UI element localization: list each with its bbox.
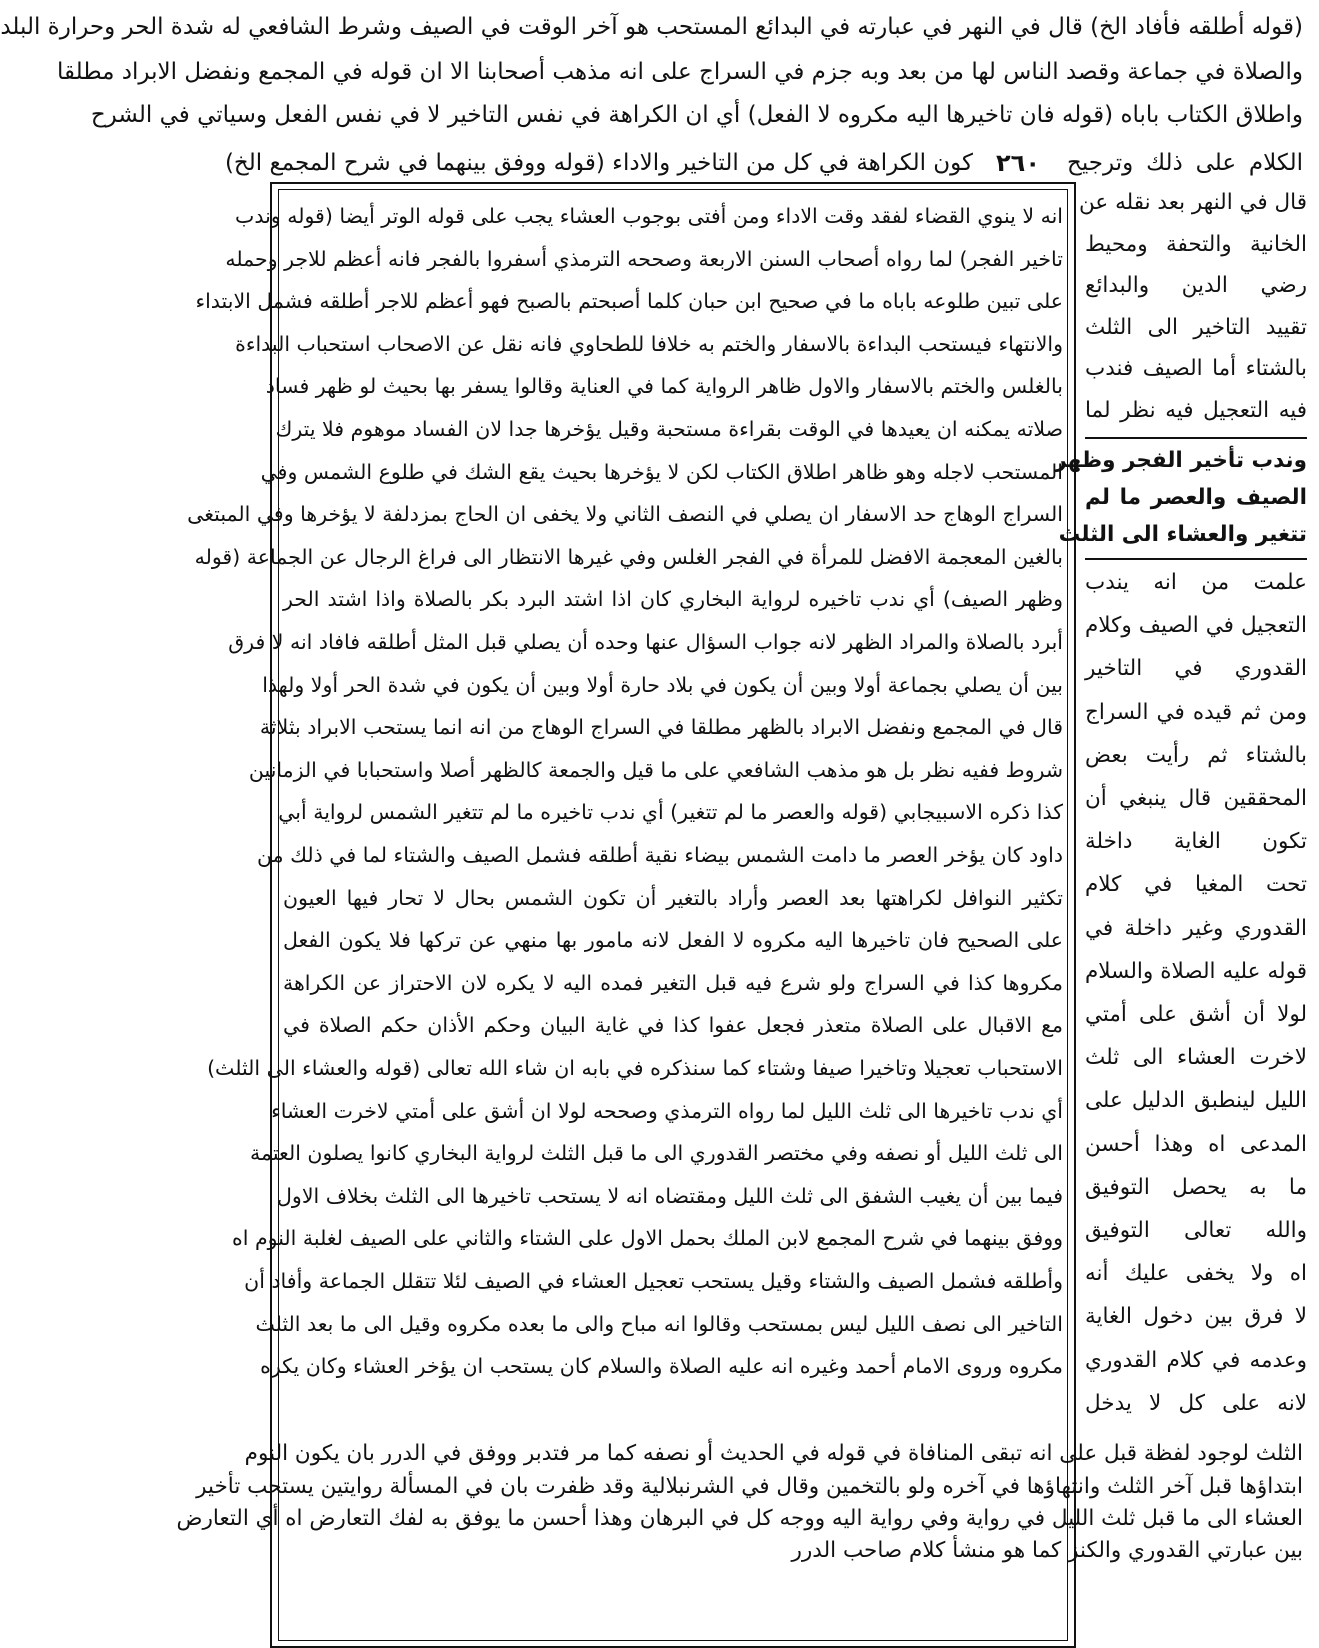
side-commentary-line: لانه على كل لا يدخل [1085, 1390, 1307, 1416]
side-commentary-line: والله تعالى التوفيق [1085, 1218, 1307, 1243]
top-commentary-line: (قوله أطلقه فأفاد الخ) قال في النهر في عبارته في البدائع المستحب هو آخر الوقت في الصيف وشرط الشافعي له شدة الحر وحرارة البلد [0, 14, 1303, 40]
side-commentary-line: تكون الغاية داخلة [1085, 829, 1307, 855]
top-commentary-line: واطلاق الكتاب باباه (قوله فان تاخيرها اليه مكروه لا الفعل) أي ان الكراهة في نفس التاخير لا في نفس الفعل وسياتي في الشرح [90, 102, 1303, 128]
main-text-line: المستحب لاجله وهو ظاهر اطلاق الكتاب لكن لا يؤخرها بحيث يقع الشك في طلوع الشمس وفي [260, 459, 1063, 484]
main-text-line: داود كان يؤخر العصر ما دامت الشمس بيضاء نقية أطلقه فشمل الصيف والشتاء لما في ذلك من [257, 843, 1063, 867]
side-commentary-line: لا فرق بين دخول الغاية [1085, 1304, 1307, 1330]
side-commentary-line: رضي الدين والبدائع [1085, 273, 1307, 298]
side-commentary-line: وعدمه في كلام القدوري [1085, 1347, 1307, 1373]
main-text-line: مكروه وروى الامام أحمد وغيره انه عليه الصلاة والسلام كان يستحب ان يؤخر العشاء وكان يكره [260, 1354, 1063, 1379]
side-commentary-line: المحققين قال ينبغي أن [1085, 786, 1307, 811]
side-commentary-line: قال في النهر بعد نقله عن [1079, 190, 1307, 215]
side-commentary-line: تحت المغيا في كلام [1085, 872, 1307, 898]
side-commentary-line: فيه التعجيل فيه نظر لما [1085, 397, 1307, 423]
main-text-line: بالغين المعجمة الافضل للمرأة في الفجر الغلس وفي غيرها الانتظار الى فراغ الرجال عن الجماعة (قوله [194, 544, 1063, 569]
side-matn-line: تتغير والعشاء الى الثلث [1058, 522, 1307, 547]
main-text-line: مع الاقبال على الصلاة متعذر فجعل عفوا كذا في غاية البيان وحكم الأذان حكم الصلاة في [283, 1013, 1063, 1038]
side-commentary-line: القدوري في التاخير [1085, 656, 1307, 682]
side-commentary-line: بالشتاء ثم رأيت بعض [1085, 742, 1307, 768]
side-divider-bottom [1085, 558, 1307, 560]
main-text-line: فيما بين أن يغيب الشفق الى ثلث الليل ومقتضاه انه لا يستحب تاخيرها الى الثلث بخلاف الاول [277, 1183, 1063, 1208]
page-number: ٢٦٠ [996, 149, 1040, 177]
main-text-line: الاستحباب تعجيلا وتاخيرا صيفا وشتاء كما سنذكره في بابه ان شاء الله تعالى (قوله والعشاء الى الثلث) [207, 1056, 1063, 1080]
top-commentary-line: والصلاة في جماعة وقصد الناس لها من بعد وبه جزم في السراج على انه مذهب أصحابنا الا ان قوله في المجمع ونفضل الابراد مطلقا [57, 59, 1303, 85]
bottom-commentary-line: بين عبارتي القدوري والكنز كما هو منشأ كلام صاحب الدرر [791, 1538, 1303, 1563]
main-text-line: انه لا ينوي القضاء لفقد وقت الاداء ومن أفتى بوجوب العشاء يجب على قوله الوتر أيضا (قوله وندب [235, 204, 1063, 228]
bottom-commentary-line: ابتداؤها قبل آخر الثلث وانتهاؤها في آخره ولو بالتخمين وقال في الشرنبلالية وقد ظفرت بان في المسألة روايتين يستحب تأخير [196, 1474, 1303, 1499]
side-divider-top [1085, 437, 1307, 439]
main-text-line: والانتهاء فيستحب البداءة بالاسفار والختم به خلافا للطحاوي فانه نقل عن الاصحاب استحباب البداءة [235, 331, 1063, 356]
header-left-text: كون الكراهة في كل من التاخير والاداء (قوله ووفق بينهما في شرح المجمع الخ) [224, 150, 973, 176]
side-commentary-line: لاخرت العشاء الى ثلث [1085, 1045, 1307, 1071]
bottom-commentary-line: العشاء الى ما قبل ثلث الليل في رواية وفي رواية اليه ووجه كل في البرهان وهذا أحسن ما يوفق به لفك التعارض اه أي التعارض [176, 1506, 1303, 1531]
side-commentary-line: التعجيل في الصيف وكلام [1085, 613, 1307, 639]
bottom-commentary-line: الثلث لوجود لفظة قبل على انه تبقى المنافاة في قوله في الحديث أو نصفه كما مر فتدبر ووفق في الدرر بان يكون النوم [244, 1441, 1303, 1466]
side-commentary-line: قوله عليه الصلاة والسلام [1085, 958, 1307, 984]
main-text-line: مكروها كذا في السراج ولو شرع فيه قبل التغير فمده اليه لا يكره لان الاحتراز عن الكراهة [283, 970, 1063, 995]
main-text-line: شروط ففيه نظر بل هو مذهب الشافعي على ما قيل والجمعة كالظهر أصلا واستحبابا في الزمانين [248, 757, 1063, 782]
side-commentary-line: الخانية والتحفة ومحيط [1085, 231, 1307, 257]
side-commentary-line: ومن ثم قيده في السراج [1085, 699, 1307, 725]
side-commentary-line: علمت من انه يندب [1085, 570, 1307, 595]
main-text-line: صلاته يمكنه ان يعيدها في الوقت بقراءة مستحبة وقيل يؤخرها جدا لان الفساد موهوم فلا يترك [275, 417, 1063, 441]
main-text-line: بالغلس والختم بالاسفار والاول ظاهر الرواية كما في العناية وقالوا يسفر بها بحيث لو ظهر فساد [265, 374, 1063, 399]
side-matn-line: الصيف والعصر ما لم [1085, 485, 1307, 510]
main-text-line: السراج الوهاج حد الاسفار ان يصلي في النصف الثاني ولا يخفى ان الحاج بمزدلفة لا يؤخرها وفي المبتغى [187, 502, 1063, 527]
main-text-line: التاخير الى نصف الليل ليس بمستحب وقالوا انه مباح والى ما بعده مكروه وقيل الى ما بعد الثلث [255, 1311, 1063, 1336]
header-right-text: الكلام على ذلك وترجيح [1067, 150, 1303, 176]
main-text-line: تاخير الفجر) لما رواه أصحاب السنن الاربعة وصححه الترمذي أسفروا بالفجر فانه أعظم للاجر وحمله [225, 246, 1063, 271]
main-text-line: تكثير النوافل لكراهتها بعد العصر وأراد بالتغير أن تكون الشمس بحال لا تحار فيها العيون [283, 885, 1063, 910]
main-text-line: على تبين طلوعه باباه ما في صحيح ابن حبان كلما أصبحتم بالصبح فهو أعظم للاجر أطلقه فشمل الابتداء [195, 289, 1063, 314]
side-commentary-line: لولا أن أشق على أمتي [1085, 1002, 1307, 1027]
main-text-line: قال في المجمع ونفضل الابراد بالظهر مطلقا في السراج الوهاج من انه انما يستحب الابراد بثلاثة [259, 715, 1063, 740]
side-commentary-line: بالشتاء أما الصيف فندب [1085, 356, 1307, 381]
side-commentary-line: اه ولا يخفى عليك أنه [1085, 1261, 1307, 1287]
main-text-line: على الصحيح فان تاخيرها اليه مكروه لا الفعل لانه مامور بها منهي عن تركها فلا يكون الفعل [283, 928, 1063, 953]
main-text-line: كذا ذكره الاسبيجابي (قوله والعصر ما لم تتغير) أي ندب تاخيره ما لم تتغير الشمس لرواية أبي [278, 800, 1063, 825]
side-commentary-line: المدعى اه وهذا أحسن [1085, 1131, 1307, 1157]
main-text-line: أبرد بالصلاة والمراد الظهر لانه جواب السؤال عنها وحده أن يصلي قبل المثل أطلقه فافاد انه لا فرق [228, 630, 1063, 654]
main-text-line: وأطلقه فشمل الصيف والشتاء وقيل يستحب تعجيل العشاء في الصيف لئلا تتقلل الجماعة وأفاد أن [244, 1269, 1063, 1293]
main-text-line: ووفق بينهما في شرح المجمع لابن الملك بحمل الاول على الشتاء والثاني على الصيف لغلبة النوم اه [232, 1226, 1063, 1251]
main-text-line: بين أن يصلي بجماعة أولا وبين أن يكون في بلاد حارة أولا وبين أن يكون في شدة الحر أولا ولهذا [262, 672, 1063, 697]
running-header [224, 146, 1303, 180]
main-text-line: الى ثلث الليل أو نصفه وفي مختصر القدوري الى ما قبل الثلث لرواية البخاري كانوا يصلون العتمة [250, 1141, 1063, 1166]
side-matn-line: وندب تأخير الفجر وظهر [1054, 448, 1307, 473]
main-text-line: أي ندب تاخيرها الى ثلث الليل لما رواه الترمذي وصححه لولا ان أشق على أمتي لاخرت العشاء [271, 1098, 1063, 1123]
main-text-inner-frame [187, 189, 1068, 1641]
side-commentary-line: القدوري وغير داخلة في [1085, 915, 1307, 941]
main-text-line: وظهر الصيف) أي ندب تاخيره لرواية البخاري كان اذا اشتد البرد بكر بالصلاة واذا اشتد الحر [283, 587, 1063, 612]
side-commentary-line: الليل لينطبق الدليل على [1085, 1088, 1307, 1114]
side-commentary-line: تقييد التاخير الى الثلث [1085, 314, 1307, 340]
side-commentary-line: ما به يحصل التوفيق [1085, 1174, 1307, 1200]
